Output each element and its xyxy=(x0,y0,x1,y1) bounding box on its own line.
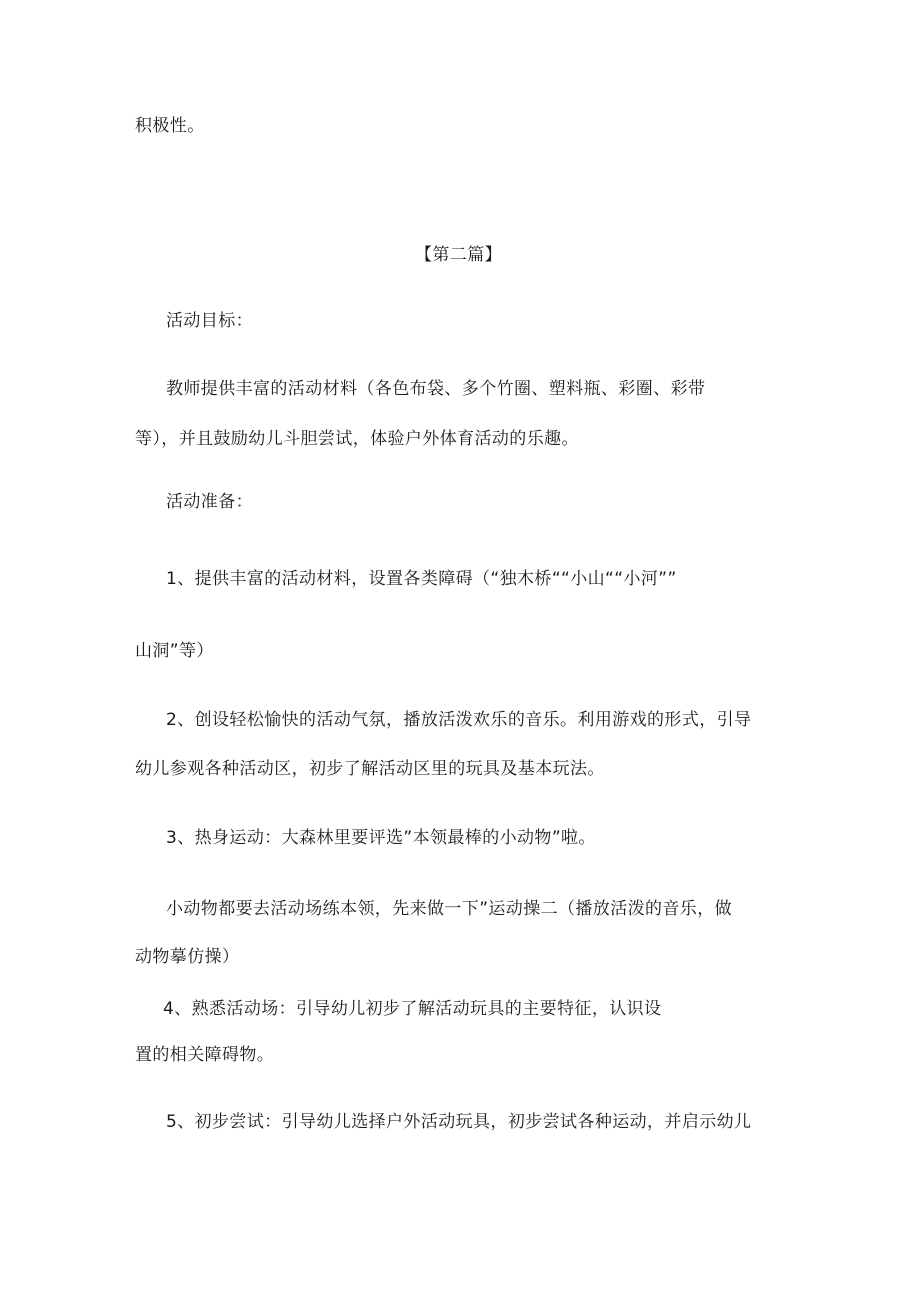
step-3-detail-line-1: 小动物都要去活动场练本领，先来做一下”运动操二（播放活泼的音乐，做 xyxy=(166,899,733,919)
goals-heading: 活动目标： xyxy=(166,311,253,331)
step-5-line-1: 5、初步尝试：引导幼儿选择户外活动玩具，初步尝试各种运动，并启示幼儿 xyxy=(166,1112,752,1132)
goals-text-line-2: 等），并且鼓励幼儿斗胆尝试，体验户外体育活动的乐趣。 xyxy=(135,429,579,449)
step-4-line-1: 4、熟悉活动场：引导幼儿初步了解活动玩具的主要特征，认识设 xyxy=(163,999,662,1019)
step-3: 3、热身运动：大森林里要评选”本领最棒的小动物”啦。 xyxy=(166,828,596,848)
paragraph-continuation: 积极性。 xyxy=(135,116,205,136)
step-2-line-1: 2、创设轻松愉快的活动气氛，播放活泼欢乐的音乐。利用游戏的形式，引导 xyxy=(166,710,752,730)
section-heading: 【第二篇】 xyxy=(415,245,502,265)
step-4-line-2: 置的相关障碍物。 xyxy=(135,1045,275,1065)
step-1-line-2: 山洞”等） xyxy=(135,641,214,661)
preparation-heading: 活动准备： xyxy=(166,492,253,512)
step-3-detail-line-2: 动物摹仿操） xyxy=(135,947,240,967)
step-1-line-1: 1、提供丰富的活动材料，设置各类障碍（“独木桥““小山““小河”” xyxy=(166,569,677,589)
step-2-line-2: 幼儿参观各种活动区，初步了解活动区里的玩具及基本玩法。 xyxy=(135,759,605,779)
goals-text-line-1: 教师提供丰富的活动材料（各色布袋、多个竹圈、塑料瓶、彩圈、彩带 xyxy=(166,379,706,399)
